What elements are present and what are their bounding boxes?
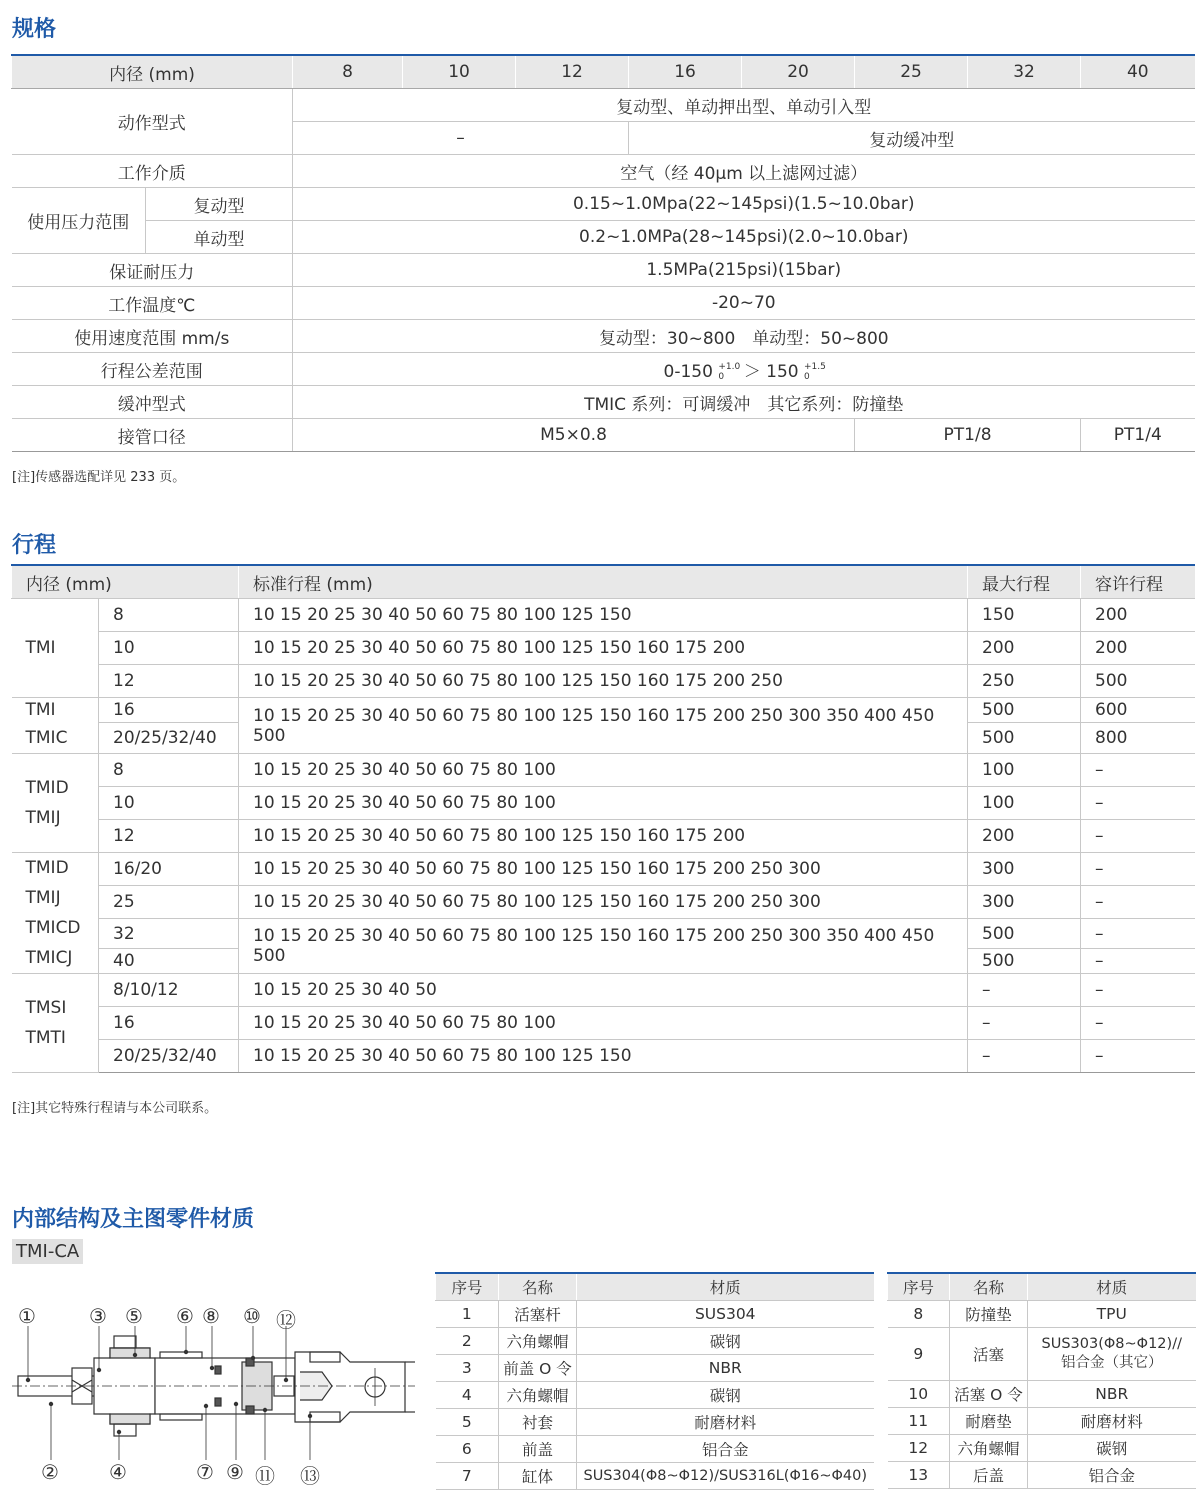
callout-11: ⑪ <box>255 1464 275 1488</box>
part-material: NBR <box>577 1355 874 1382</box>
part-material: TPU <box>1028 1301 1196 1328</box>
stroke-model: TMTI <box>25 1028 66 1048</box>
callout-7: ⑦ <box>196 1460 214 1484</box>
stroke-allow: – <box>1081 1007 1195 1040</box>
structure-section-title: 内部结构及主图零件材质 <box>12 1207 255 1232</box>
stroke-allow: – <box>1081 886 1195 919</box>
part-no: 11 <box>888 1408 950 1435</box>
tol-b-lower: 0 <box>804 371 810 382</box>
part-no: 13 <box>888 1462 950 1489</box>
stroke-std: 10 15 20 25 30 40 50 <box>239 974 968 1007</box>
stroke-model: TMSI <box>25 998 67 1018</box>
spec-value: 1.5MPa(215psi)(15bar) <box>293 254 1195 287</box>
stroke-std: 10 15 20 25 30 40 50 60 75 80 100 <box>239 787 968 820</box>
stroke-allow: – <box>1081 949 1195 974</box>
stroke-allow: – <box>1081 919 1195 949</box>
callout-6: ⑥ <box>176 1304 194 1328</box>
tol-b-upper: +1.5 <box>804 361 826 372</box>
stroke-max: 500 <box>968 723 1081 754</box>
part-material: NBR <box>1028 1381 1196 1408</box>
stroke-bore: 25 <box>99 886 239 919</box>
part-no: 7 <box>436 1463 499 1490</box>
stroke-bore: 8 <box>99 599 239 632</box>
stroke-model: TMICJ <box>25 948 73 968</box>
spec-section-title: 规格 <box>12 17 57 42</box>
part-no: 12 <box>888 1435 950 1462</box>
part-name: 六角螺帽 <box>499 1328 577 1355</box>
stroke-allow: 600 <box>1081 698 1195 723</box>
parts-header: 名称 <box>950 1273 1028 1301</box>
part-no: 9 <box>888 1328 950 1381</box>
part-material: 耐磨材料 <box>1028 1408 1196 1435</box>
spec-header-cell: 16 <box>629 55 742 89</box>
spec-header-cell: 25 <box>855 55 968 89</box>
callout-2: ② <box>41 1460 59 1484</box>
stroke-bore: 16 <box>99 698 239 723</box>
stroke-bore: 8/10/12 <box>99 974 239 1007</box>
parts-header: 序号 <box>888 1273 950 1301</box>
part-material: 铝合金（其它） <box>1061 1355 1163 1371</box>
stroke-model: TMID <box>25 858 69 878</box>
stroke-max: 300 <box>968 853 1081 886</box>
spec-table <box>11 54 1195 452</box>
stroke-header: 最大行程 <box>968 565 1081 599</box>
tol-range-a: 0-150 <box>663 361 713 382</box>
stroke-max: 200 <box>968 632 1081 665</box>
stroke-allow: 200 <box>1081 632 1195 665</box>
part-name: 衬套 <box>499 1409 577 1436</box>
spec-value: 复动缓冲型 <box>629 122 1195 155</box>
stroke-max: – <box>968 1007 1081 1040</box>
spec-value: – <box>293 122 629 155</box>
spec-note: [注]传感器选配详见 233 页。 <box>12 470 186 485</box>
spec-value: 复动型：30~800 单动型：50~800 <box>293 320 1195 353</box>
spec-header-cell: 20 <box>742 55 855 89</box>
spec-value: 复动型、单动押出型、单动引入型 <box>293 89 1195 122</box>
spec-value: 空气（经 40μm 以上滤网过滤） <box>293 155 1195 188</box>
part-name: 六角螺帽 <box>950 1435 1028 1462</box>
stroke-model-group <box>12 754 99 853</box>
spec-label: 接管口径 <box>12 419 293 452</box>
stroke-std: 10 15 20 25 30 40 50 60 75 80 100 <box>239 754 968 787</box>
callout-8: ⑧ <box>202 1304 220 1328</box>
stroke-bore: 32 <box>99 919 239 949</box>
stroke-bore: 16/20 <box>99 853 239 886</box>
stroke-allow: – <box>1081 853 1195 886</box>
part-name: 活塞杆 <box>499 1301 577 1328</box>
stroke-max: 100 <box>968 787 1081 820</box>
parts-header: 材质 <box>1028 1273 1196 1301</box>
stroke-model: TMI <box>12 599 99 698</box>
stroke-std: 10 15 20 25 30 40 50 60 75 80 100 125 150 160 175 200 250 300 350 400 450 500 <box>239 919 968 974</box>
part-name: 耐磨垫 <box>950 1408 1028 1435</box>
callout-13: ⑬ <box>300 1464 320 1488</box>
part-material: SUS304 <box>577 1301 874 1328</box>
spec-label: 使用压力范围 <box>12 188 146 254</box>
stroke-std: 10 15 20 25 30 40 50 60 75 80 100 125 150 160 175 200 250 300 <box>239 886 968 919</box>
stroke-std: 10 15 20 25 30 40 50 60 75 80 100 <box>239 1007 968 1040</box>
part-no: 4 <box>436 1382 499 1409</box>
part-material: 耐磨材料 <box>577 1409 874 1436</box>
tol-a-lower: 0 <box>718 371 725 382</box>
part-material: SUS303(Φ8~Φ12)// <box>1041 1336 1182 1352</box>
callout-1: ① <box>18 1304 36 1328</box>
stroke-note: [注]其它特殊行程请与本公司联系。 <box>12 1101 218 1116</box>
stroke-section-title: 行程 <box>12 533 57 558</box>
callout-10: ⑩ <box>243 1304 261 1328</box>
part-material: 铝合金 <box>577 1436 874 1463</box>
spec-header-cell: 8 <box>293 55 403 89</box>
part-no: 10 <box>888 1381 950 1408</box>
stroke-bore: 20/25/32/40 <box>99 723 239 754</box>
part-material: 碳钢 <box>577 1328 874 1355</box>
stroke-max: – <box>968 1040 1081 1073</box>
callout-5: ⑤ <box>125 1304 143 1328</box>
stroke-model: TMI <box>25 700 56 721</box>
spec-value-tolerance <box>293 353 1195 386</box>
stroke-max: 500 <box>968 919 1081 949</box>
stroke-bore: 20/25/32/40 <box>99 1040 239 1073</box>
stroke-bore: 10 <box>99 632 239 665</box>
part-name: 活塞 O 令 <box>950 1381 1028 1408</box>
parts-table-right <box>887 1272 1196 1489</box>
spec-header-cell: 10 <box>403 55 516 89</box>
stroke-model: TMIJ <box>25 888 61 908</box>
stroke-std: 10 15 20 25 30 40 50 60 75 80 100 125 150 <box>239 1040 968 1073</box>
spec-label: 工作温度℃ <box>12 287 293 320</box>
part-material-multi <box>1028 1328 1196 1381</box>
stroke-model-group <box>12 974 99 1073</box>
stroke-max: 200 <box>968 820 1081 853</box>
stroke-allow: – <box>1081 974 1195 1007</box>
spec-label: 缓冲型式 <box>12 386 293 419</box>
stroke-model: TMICD <box>25 918 81 938</box>
part-name: 前盖 O 令 <box>499 1355 577 1382</box>
part-name: 防撞垫 <box>950 1301 1028 1328</box>
stroke-header: 内径 (mm) <box>12 565 239 599</box>
stroke-max: 150 <box>968 599 1081 632</box>
stroke-max: – <box>968 974 1081 1007</box>
stroke-bore: 10 <box>99 787 239 820</box>
part-no: 2 <box>436 1328 499 1355</box>
part-no: 6 <box>436 1436 499 1463</box>
spec-label: 行程公差范围 <box>12 353 293 386</box>
stroke-max: 500 <box>968 949 1081 974</box>
part-name: 缸体 <box>499 1463 577 1490</box>
part-material: 碳钢 <box>577 1382 874 1409</box>
spec-value: 0.15~1.0Mpa(22~145psi)(1.5~10.0bar) <box>293 188 1195 221</box>
part-name: 活塞 <box>950 1328 1028 1381</box>
stroke-std: 10 15 20 25 30 40 50 60 75 80 100 125 150 160 175 200 250 300 350 400 450 500 <box>239 698 968 754</box>
part-material: SUS304(Φ8~Φ12)/SUS316L(Φ16~Φ40) <box>577 1463 874 1490</box>
part-name: 后盖 <box>950 1462 1028 1489</box>
spec-header-bore: 内径 (mm) <box>12 55 293 89</box>
stroke-allow: 800 <box>1081 723 1195 754</box>
part-name: 前盖 <box>499 1436 577 1463</box>
stroke-max: 500 <box>968 698 1081 723</box>
stroke-bore: 40 <box>99 949 239 974</box>
stroke-bore: 12 <box>99 820 239 853</box>
stroke-model-group <box>12 853 99 974</box>
part-material: 铝合金 <box>1028 1462 1196 1489</box>
stroke-allow: – <box>1081 787 1195 820</box>
spec-value: M5×0.8 <box>293 419 855 452</box>
part-no: 3 <box>436 1355 499 1382</box>
part-no: 8 <box>888 1301 950 1328</box>
part-no: 1 <box>436 1301 499 1328</box>
spec-label: 工作介质 <box>12 155 293 188</box>
spec-value: PT1/4 <box>1081 419 1195 452</box>
stroke-allow: 200 <box>1081 599 1195 632</box>
callout-3: ③ <box>89 1304 107 1328</box>
stroke-std: 10 15 20 25 30 40 50 60 75 80 100 125 150 160 175 200 <box>239 820 968 853</box>
stroke-table <box>11 564 1195 1073</box>
stroke-std: 10 15 20 25 30 40 50 60 75 80 100 125 150 160 175 200 250 300 <box>239 853 968 886</box>
stroke-bore: 16 <box>99 1007 239 1040</box>
stroke-model: TMIC <box>12 723 99 754</box>
parts-table-left <box>435 1272 874 1490</box>
callout-12: ⑫ <box>276 1308 296 1332</box>
spec-header-cell: 12 <box>516 55 629 89</box>
stroke-bore: 8 <box>99 754 239 787</box>
spec-sublabel: 单动型 <box>146 221 293 254</box>
stroke-model: TMIJ <box>25 808 61 828</box>
callout-4: ④ <box>109 1460 127 1484</box>
stroke-std: 10 15 20 25 30 40 50 60 75 80 100 125 150 160 175 200 250 <box>239 665 968 698</box>
spec-value: PT1/8 <box>855 419 1081 452</box>
tol-range-b: ＞ 150 <box>743 361 799 382</box>
parts-header: 序号 <box>436 1273 499 1301</box>
stroke-bore: 12 <box>99 665 239 698</box>
spec-value: 0.2~1.0MPa(28~145psi)(2.0~10.0bar) <box>293 221 1195 254</box>
part-no: 5 <box>436 1409 499 1436</box>
stroke-header: 标准行程 (mm) <box>239 565 968 599</box>
model-tag: TMI-CA <box>12 1239 83 1264</box>
stroke-max: 300 <box>968 886 1081 919</box>
tol-a-upper: +1.0 <box>718 361 741 372</box>
stroke-allow: – <box>1081 820 1195 853</box>
stroke-header: 容许行程 <box>1081 565 1195 599</box>
spec-header-cell: 32 <box>968 55 1081 89</box>
spec-label: 保证耐压力 <box>12 254 293 287</box>
spec-label: 使用速度范围 mm/s <box>12 320 293 353</box>
parts-header: 材质 <box>577 1273 874 1301</box>
spec-header-cell: 40 <box>1081 55 1195 89</box>
stroke-max: 100 <box>968 754 1081 787</box>
stroke-model: TMID <box>25 778 69 798</box>
parts-header: 名称 <box>499 1273 577 1301</box>
part-material: 碳钢 <box>1028 1435 1196 1462</box>
callout-9: ⑨ <box>226 1460 244 1484</box>
stroke-max: 250 <box>968 665 1081 698</box>
spec-sublabel: 复动型 <box>146 188 293 221</box>
spec-value: TMIC 系列：可调缓冲 其它系列：防撞垫 <box>293 386 1195 419</box>
stroke-allow: – <box>1081 754 1195 787</box>
part-name: 六角螺帽 <box>499 1382 577 1409</box>
stroke-std: 10 15 20 25 30 40 50 60 75 80 100 125 150 160 175 200 <box>239 632 968 665</box>
stroke-std: 10 15 20 25 30 40 50 60 75 80 100 125 150 <box>239 599 968 632</box>
stroke-allow: – <box>1081 1040 1195 1073</box>
spec-label: 动作型式 <box>12 89 293 155</box>
spec-value: -20~70 <box>293 287 1195 320</box>
stroke-allow: 500 <box>1081 665 1195 698</box>
